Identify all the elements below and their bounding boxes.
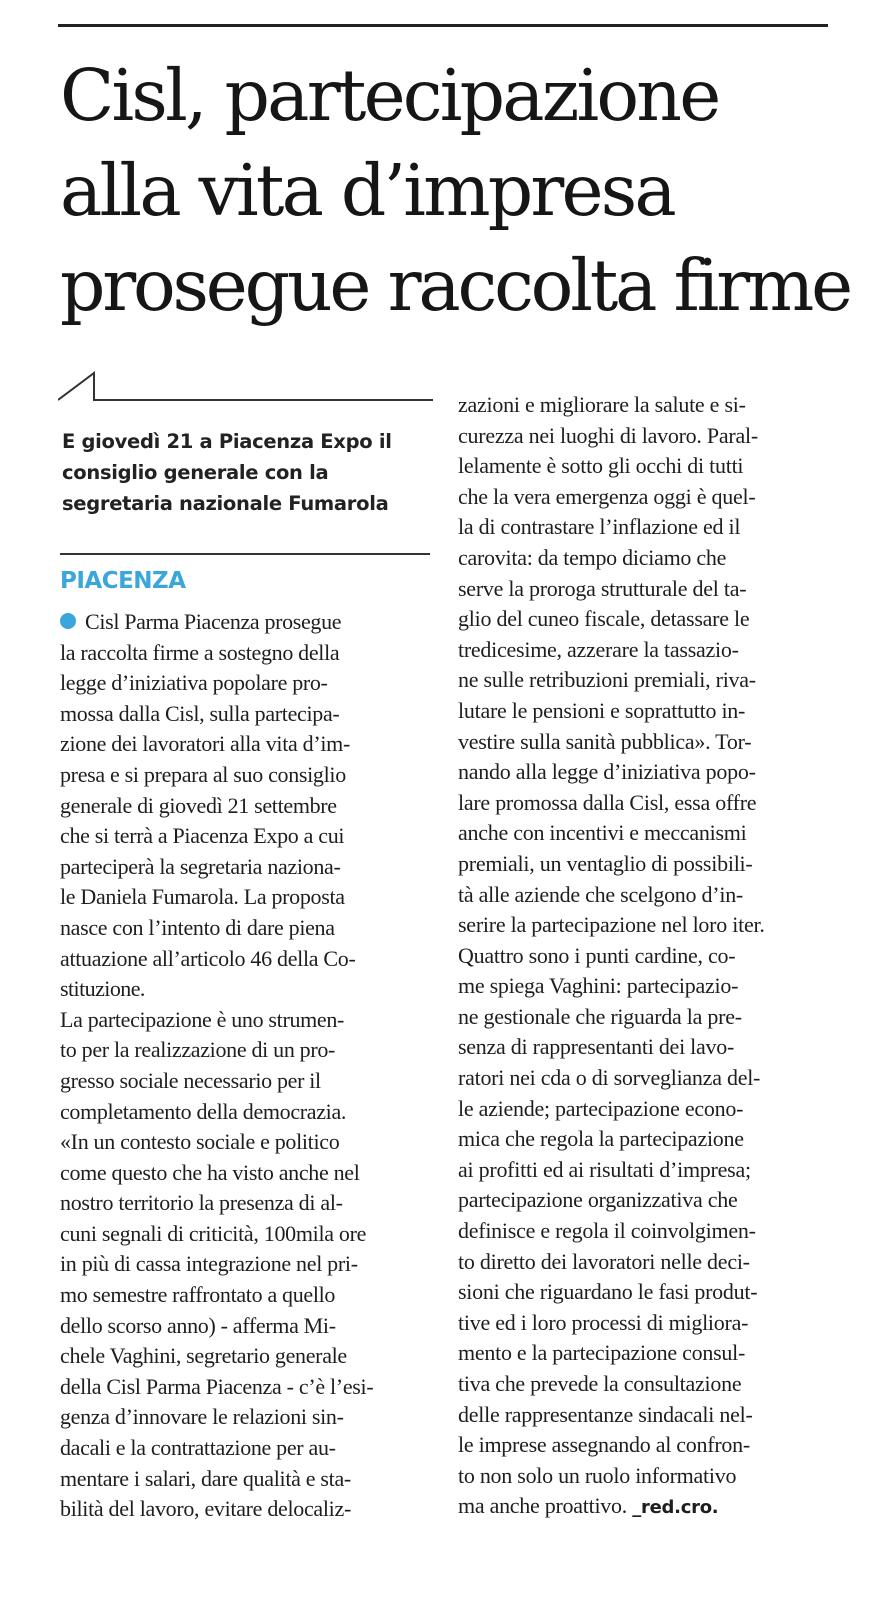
- body-line: to non solo un ruolo informativo: [458, 1462, 737, 1488]
- body-line: la di contrastare l’inflazione ed il: [458, 514, 741, 540]
- body-line: della Cisl Parma Piacenza - c’è l’esi-: [60, 1373, 374, 1399]
- headline-line: Cisl, partecipazione: [60, 54, 719, 137]
- body-line: nasce con l’intento di dare piena: [60, 914, 335, 940]
- body-line: le imprese assegnando al confron-: [458, 1432, 750, 1458]
- body-line: serve la proroga strutturale del ta-: [458, 575, 747, 601]
- body-line: che si terrà a Piacenza Expo a cui: [60, 823, 345, 849]
- body-line: carovita: da tempo diciamo che: [458, 544, 727, 570]
- body-line: ne sulle retribuzioni premiali, riva-: [458, 667, 756, 693]
- body-line: ma anche proattivo. _red.cro.: [458, 1493, 719, 1519]
- headline: [60, 48, 850, 333]
- headline-line: prosegue raccolta firme: [60, 244, 850, 327]
- body-line: dello scorso anno) - afferma Mi-: [60, 1312, 336, 1338]
- body-line: delle rappresentanze sindacali nel-: [458, 1401, 753, 1427]
- body-line: dacali e la contrattazione per au-: [60, 1435, 336, 1461]
- body-line: glio del cuneo fiscale, detassare le: [458, 606, 750, 632]
- bullet-dot-icon: [60, 613, 76, 629]
- body-line: me spiega Vaghini: partecipazio-: [458, 973, 739, 999]
- body-line: le aziende; partecipazione econo-: [458, 1095, 744, 1121]
- body-line: ratori nei cda o di sorveglianza del-: [458, 1065, 761, 1091]
- dateline: PIACENZA: [60, 568, 186, 594]
- body-line: serire la partecipazione nel loro iter.: [458, 912, 765, 938]
- body-line: mento e la partecipazione consul-: [458, 1340, 746, 1366]
- body-line: bilità del lavoro, evitare delocaliz-: [60, 1496, 351, 1522]
- body-line: ai profitti ed ai risultati d’impresa;: [458, 1156, 751, 1182]
- body-line: definisce e regola il coinvolgimen-: [458, 1218, 756, 1244]
- subheading-line: consiglio generale con la: [62, 461, 329, 484]
- article-body-left-column: [60, 607, 432, 1525]
- body-line: to per la realizzazione di un pro-: [60, 1037, 336, 1063]
- body-line: attuazione all’articolo 46 della Co-: [60, 945, 356, 971]
- body-line: mossa dalla Cisl, sulla partecipa-: [60, 700, 340, 726]
- body-line: mica che regola la partecipazione: [458, 1126, 744, 1152]
- subheading-line: E giovedì 21 a Piacenza Expo il: [62, 430, 392, 453]
- article-body-right-column: [458, 390, 830, 1524]
- body-line: lutare le pensioni e soprattutto in-: [458, 697, 746, 723]
- body-line: la raccolta firme a sostegno della: [60, 639, 340, 665]
- body-line: mo semestre raffrontato a quello: [60, 1282, 336, 1308]
- body-line: lare promossa dalla Cisl, essa offre: [458, 789, 757, 815]
- body-line: le Daniela Fumarola. La proposta: [60, 884, 345, 910]
- body-line: vestire sulla sanità pubblica». Tor-: [458, 728, 752, 754]
- body-line: che la vera emergenza oggi è quel-: [458, 483, 756, 509]
- subheading-line: segretaria nazionale Fumarola: [62, 492, 389, 515]
- body-line: generale di giovedì 21 settembre: [60, 792, 337, 818]
- body-line: tredicesime, azzerare la tassazio-: [458, 636, 739, 662]
- body-line: stituzione.: [60, 976, 145, 1002]
- body-line: sioni che riguardano le fasi produt-: [458, 1279, 758, 1305]
- body-line: genza d’innovare le relazioni sin-: [60, 1404, 344, 1430]
- body-line: zione dei lavoratori alla vita d’im-: [60, 731, 350, 757]
- decorative-line-icon: [58, 370, 438, 402]
- body-line: mentare i salari, dare qualità e sta-: [60, 1465, 351, 1491]
- body-line: Cisl Parma Piacenza prosegue: [60, 607, 432, 638]
- body-line: parteciperà la segretaria naziona-: [60, 853, 341, 879]
- body-line: «In un contesto sociale e politico: [60, 1129, 340, 1155]
- body-line: La partecipazione è uno strumen-: [60, 1006, 345, 1032]
- body-line: zazioni e migliorare la salute e si-: [458, 392, 746, 417]
- body-line: to diretto dei lavoratori nelle deci-: [458, 1248, 750, 1274]
- author-signature: _red.cro.: [632, 1497, 719, 1519]
- body-line: nostro territorio la presenza di al-: [60, 1190, 343, 1216]
- body-line: partecipazione organizzativa che: [458, 1187, 738, 1213]
- subheading: [62, 426, 432, 519]
- body-line: completamento della democrazia.: [60, 1098, 347, 1124]
- body-line: legge d’iniziativa popolare pro-: [60, 670, 328, 696]
- body-line: tive ed i loro processi di migliora-: [458, 1309, 749, 1335]
- body-line: nando alla legge d’iniziativa popo-: [458, 759, 756, 785]
- body-line: tiva che prevede la consultazione: [458, 1371, 742, 1396]
- body-line: anche con incentivi e meccanismi: [458, 820, 747, 846]
- body-line: gresso sociale necessario per il: [60, 1067, 321, 1093]
- body-line: chele Vaghini, segretario generale: [60, 1343, 347, 1369]
- body-line: lelamente è sotto gli occhi di tutti: [458, 453, 744, 479]
- body-line: Quattro sono i punti cardine, co-: [458, 942, 736, 968]
- body-line: cuni segnali di criticità, 100mila ore: [60, 1220, 367, 1246]
- subheading-divider: [60, 553, 430, 555]
- body-line: in più di cassa integrazione nel pri-: [60, 1251, 358, 1277]
- body-line: presa e si prepara al suo consiglio: [60, 761, 346, 787]
- body-line: premiali, un ventaglio di possibili-: [458, 850, 753, 876]
- body-line: tà alle aziende che scelgono d’in-: [458, 881, 743, 907]
- body-line: ne gestionale che riguarda la pre-: [458, 1003, 742, 1029]
- top-rule: [58, 24, 828, 27]
- body-line: curezza nei luoghi di lavoro. Paral-: [458, 422, 758, 448]
- body-line: come questo che ha visto anche nel: [60, 1159, 360, 1185]
- body-line: senza di rappresentanti dei lavo-: [458, 1034, 735, 1060]
- headline-line: alla vita d’impresa: [60, 149, 674, 232]
